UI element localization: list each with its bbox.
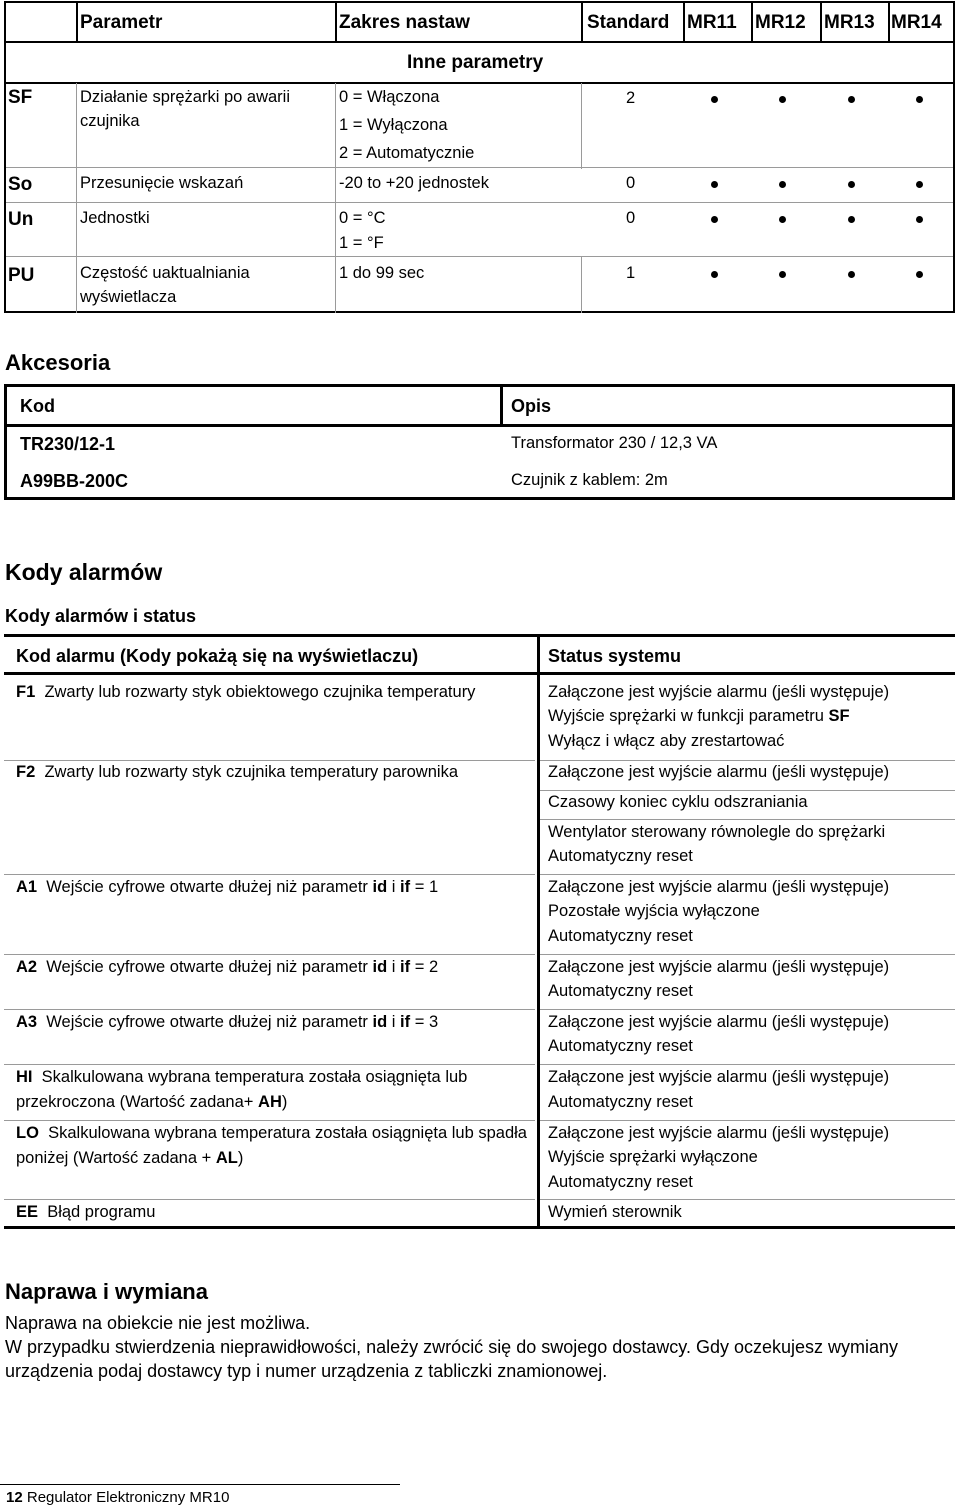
col-divider xyxy=(537,634,540,1229)
alarm-status: Wentylator sterowany równolegle do sprężarki xyxy=(548,823,886,841)
param-desc: wyświetlacza xyxy=(80,288,177,306)
col-divider xyxy=(335,83,336,313)
param-range: -20 to +20 jednostek xyxy=(339,174,489,192)
param-desc: Częstość uaktualniania xyxy=(80,264,250,282)
table-bottom-rule xyxy=(4,1226,955,1229)
alarm-code: F2 xyxy=(16,763,36,781)
alarm-code: A2 xyxy=(16,958,38,976)
param-standard: 0 xyxy=(626,209,636,227)
param-code: Un xyxy=(8,209,34,230)
alarm-status: Załączone jest wyjście alarmu (jeśli występuje) xyxy=(548,1068,890,1086)
available-dot xyxy=(779,271,786,278)
acc-code: A99BB-200C xyxy=(20,471,129,491)
alarm-status: Załączone jest wyjście alarmu (jeśli występuje) xyxy=(548,1124,890,1142)
param-code: So xyxy=(8,174,33,195)
status-line: Wyjście sprężarki w funkcji parametru SF xyxy=(548,707,850,725)
param-range: 0 = °C xyxy=(339,209,386,227)
param-desc: Przesunięcie wskazań xyxy=(80,174,244,192)
alarm-status: Załączone jest wyjście alarmu (jeśli występuje) xyxy=(548,683,890,701)
alarm-status: Wyjście sprężarki wyłączone xyxy=(548,1148,758,1166)
alarm-status: Wyłącz i włącz aby zrestartować xyxy=(548,732,785,750)
col-divider xyxy=(500,387,503,424)
header-mr12: MR12 xyxy=(755,12,806,33)
param-range: 1 = °F xyxy=(339,234,384,252)
param-desc: Jednostki xyxy=(80,209,150,227)
param-standard: 0 xyxy=(626,174,636,192)
alarm-header-code: Kod alarmu (Kody pokażą się na wyświetlaczu) xyxy=(16,646,419,666)
alarm-status: Automatyczny reset xyxy=(548,927,693,945)
alarm-status xyxy=(548,704,850,729)
doc-title: Regulator Elektroniczny MR10 xyxy=(26,1489,230,1506)
alarm-desc: Wejście cyfrowe otwarte dłużej niż parametr id i if = 1 xyxy=(46,878,439,896)
alarm-code: HI xyxy=(16,1068,33,1086)
alarm-header-status: Status systemu xyxy=(548,646,682,666)
row-divider xyxy=(6,202,953,203)
alarm-status: Pozostałe wyjścia wyłączone xyxy=(548,902,760,920)
accessories-title: Akcesoria xyxy=(5,350,111,375)
alarm-row-lo xyxy=(16,1121,531,1170)
available-dot xyxy=(848,271,855,278)
alarm-status: Automatyczny reset xyxy=(548,1093,693,1111)
available-dot xyxy=(711,181,718,188)
available-dot xyxy=(916,181,923,188)
col-divider xyxy=(820,3,822,41)
header-mr14: MR14 xyxy=(891,12,942,33)
alarm-code: A1 xyxy=(16,878,38,896)
col-divider xyxy=(888,3,890,41)
available-dot xyxy=(916,96,923,103)
col-divider xyxy=(335,3,337,41)
available-dot xyxy=(711,96,718,103)
alarm-desc: Błąd programu xyxy=(47,1203,156,1221)
page-number: 12 xyxy=(6,1489,23,1506)
alarm-desc: Zwarty lub rozwarty styk czujnika temperatury parownika xyxy=(44,763,458,781)
repair-line-1: Naprawa na obiekcie nie jest możliwa. xyxy=(5,1313,311,1333)
available-dot xyxy=(916,216,923,223)
repair-title: Naprawa i wymiana xyxy=(5,1279,208,1304)
col-divider xyxy=(751,3,753,41)
acc-desc: Transformator 230 / 12,3 VA xyxy=(511,434,718,452)
col-divider xyxy=(683,3,685,41)
alarm-status: Załączone jest wyjście alarmu (jeśli występuje) xyxy=(548,763,890,781)
param-range: 0 = Włączona xyxy=(339,88,440,106)
param-range: 1 do 99 sec xyxy=(339,264,425,282)
alarm-desc: Skalkulowana wybrana temperatura została osiągnięta lub spadła poniżej (Wartość zadana + AL) xyxy=(16,1124,527,1167)
alarms-title: Kody alarmów xyxy=(5,559,163,585)
repair-line-2: W przypadku stwierdzenia nieprawidłowości, należy zwrócić się do swojego dostawcy. Gdy oczekujesz wymiany urządzenia podaj dostawcy typ i numer urządzenia z tabliczki znamionowej. xyxy=(5,1337,899,1381)
accessories-table xyxy=(4,384,955,500)
col-divider xyxy=(76,83,77,313)
alarm-code: A3 xyxy=(16,1013,38,1031)
alarm-status: Automatyczny reset xyxy=(548,1037,693,1055)
alarm-status: Automatyczny reset xyxy=(548,847,693,865)
available-dot xyxy=(779,181,786,188)
header-divider xyxy=(7,424,952,427)
alarm-row-a3 xyxy=(16,1010,531,1035)
alarm-desc: Skalkulowana wybrana temperatura została osiągnięta lub przekroczona (Wartość zadana+ AH) xyxy=(16,1068,468,1111)
row-divider xyxy=(6,256,953,257)
alarm-code: F1 xyxy=(16,683,36,701)
alarm-status: Załączone jest wyjście alarmu (jeśli występuje) xyxy=(548,1013,890,1031)
available-dot xyxy=(779,216,786,223)
acc-header-desc: Opis xyxy=(511,396,552,416)
parameter-table xyxy=(4,1,955,313)
acc-code: TR230/12-1 xyxy=(20,434,116,454)
available-dot xyxy=(848,216,855,223)
table-top-rule xyxy=(4,634,955,637)
param-range: 2 = Automatycznie xyxy=(339,144,475,162)
alarm-table xyxy=(4,634,955,1229)
col-divider xyxy=(581,83,582,169)
param-code: SF xyxy=(8,87,33,108)
col-divider xyxy=(76,3,78,41)
alarm-row-hi xyxy=(16,1065,531,1114)
section-divider xyxy=(6,82,953,84)
param-range: 1 = Wyłączona xyxy=(339,116,448,134)
header-divider xyxy=(6,41,953,43)
alarm-status: Czasowy koniec cyklu odszraniania xyxy=(548,793,808,811)
alarm-row-a1 xyxy=(16,875,531,900)
acc-desc: Czujnik z kablem: 2m xyxy=(511,471,668,489)
alarm-row-a2 xyxy=(16,955,531,980)
footer xyxy=(6,1489,229,1506)
alarm-row-f1 xyxy=(16,680,531,705)
available-dot xyxy=(848,96,855,103)
alarm-desc: Wejście cyfrowe otwarte dłużej niż parametr id i if = 3 xyxy=(46,1013,439,1031)
available-dot xyxy=(711,271,718,278)
param-desc: Działanie sprężarki po awarii xyxy=(80,88,291,106)
param-code: PU xyxy=(8,265,35,286)
available-dot xyxy=(711,216,718,223)
header-parametr: Parametr xyxy=(80,12,163,33)
alarm-code: LO xyxy=(16,1124,39,1142)
param-standard: 2 xyxy=(626,89,636,107)
acc-header-code: Kod xyxy=(20,396,55,416)
header-zakres: Zakres nastaw xyxy=(339,12,470,33)
alarms-subtitle: Kody alarmów i status xyxy=(5,606,197,626)
available-dot xyxy=(779,96,786,103)
section-title: Inne parametry xyxy=(407,52,544,73)
available-dot xyxy=(916,271,923,278)
alarm-status: Automatyczny reset xyxy=(548,1173,693,1191)
param-desc: czujnika xyxy=(80,112,140,130)
alarm-row-f2 xyxy=(16,760,531,785)
param-standard: 1 xyxy=(626,264,636,282)
alarm-status: Automatyczny reset xyxy=(548,982,693,1000)
alarm-desc: Zwarty lub rozwarty styk obiektowego czujnika temperatury xyxy=(44,683,476,701)
header-mr11: MR11 xyxy=(687,12,737,33)
alarm-status: Załączone jest wyjście alarmu (jeśli występuje) xyxy=(548,958,890,976)
alarm-status: Załączone jest wyjście alarmu (jeśli występuje) xyxy=(548,878,890,896)
alarm-desc: Wejście cyfrowe otwarte dłużej niż parametr id i if = 2 xyxy=(46,958,439,976)
alarm-status: Wymień sterownik xyxy=(548,1203,682,1221)
alarm-row-ee xyxy=(16,1200,531,1225)
header-mr13: MR13 xyxy=(824,12,875,33)
footer-rule xyxy=(0,1484,400,1485)
alarm-code: EE xyxy=(16,1203,39,1221)
col-divider xyxy=(581,257,582,313)
available-dot xyxy=(848,181,855,188)
header-standard: Standard xyxy=(587,12,670,33)
header-divider xyxy=(4,672,955,675)
col-divider xyxy=(581,3,583,41)
row-divider xyxy=(6,167,953,168)
